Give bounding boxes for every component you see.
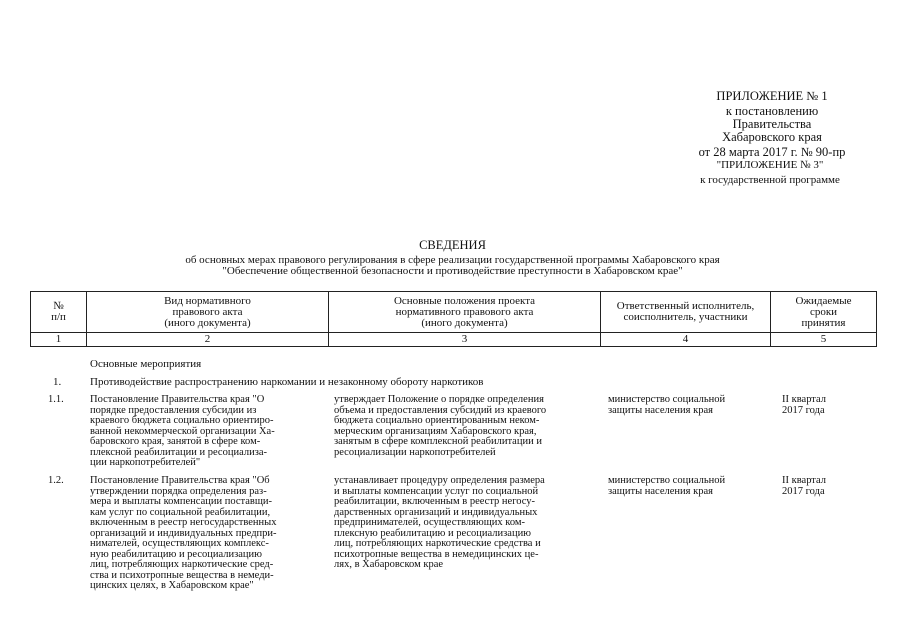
row-1-1-provisions: утверждает Положение о порядке определения объема и предоставления субсидий из краевого бюджета социально ориентированным неком- мерческим организациям Хабаровского края, занятым в сфере комплексной реабилитации и ресоциализации наркопотребителей [334, 394, 547, 458]
row-1-1-executor: министерство социальной защиты населения края [608, 394, 726, 416]
row-1-2-number: 1.2. [48, 475, 64, 486]
document-subtitle-2: "Обеспечение общественной безопасности и противодействие преступности в Хабаровском крае" [222, 265, 683, 277]
appendix-program: к государственной программе [700, 174, 840, 186]
column-number: 1 [31, 333, 87, 347]
table-column-numbers-row [31, 333, 877, 347]
appendix-title: ПРИЛОЖЕНИЕ № 1 [716, 89, 828, 103]
appendix-date: от 28 марта 2017 г. № 90-пр [698, 145, 846, 159]
header-provisions: Основные положения проекта нормативного правового акта (иного документа) [329, 292, 601, 333]
appendix-line3: Хабаровского края [722, 130, 822, 144]
header-number: № п/п [31, 292, 87, 333]
row-1-2-executor: министерство социальной защиты населения края [608, 475, 726, 497]
row-1-2-provisions: устанавливает процедуру определения размера и выплаты компенсации услуг по социальной реабилитации, включенным в реестр негосу- дарственных организаций и индивидуальных предпринимателей, осуществляющих ком- плексную реабилитацию и ресоциализацию лиц, потребляющих наркотические средства и психотропные вещества в немедицинских це- лях, в Хабаровском крае [334, 475, 545, 570]
row-1-1-term: II квартал 2017 года [782, 394, 827, 416]
table-header-row [31, 292, 877, 333]
document-title-block [100, 238, 805, 277]
column-number: 5 [771, 333, 877, 347]
column-number: 4 [601, 333, 771, 347]
row-1-2-term: II квартал 2017 года [782, 475, 827, 497]
appendix-3-label: "ПРИЛОЖЕНИЕ № 3" [716, 159, 824, 171]
document-title: СВЕДЕНИЯ [419, 238, 486, 252]
column-number: 2 [87, 333, 329, 347]
appendix-line1: к постановлению [725, 104, 819, 118]
measures-table [30, 291, 877, 347]
header-executor: Ответственный исполнитель, соисполнитель, участники [601, 292, 771, 333]
header-act-type: Вид нормативного правового акта (иного документа) [87, 292, 329, 333]
section-main-activities: Основные мероприятия [90, 358, 202, 370]
row-1-1-number: 1.1. [48, 394, 64, 405]
document-subtitle-1: об основных мерах правового регулирования в сфере реализации государственной программы Хабаровского края [185, 254, 720, 266]
section-1-number: 1. [53, 376, 62, 388]
row-1-2-act: Постановление Правительства края "Об утверждении порядка определения раз- мера и выплаты компенсации поставщи- кам услуг по социальной реабилитации, включенным в реестр негосударственных организаций и индивидуальных предпри- нимателей, осуществляющих комплекс- ную реабилитацию и ресоциализацию лиц, потребляющих наркотические сред- ства и психотропные вещества в немеди- цинских целях, в Хабаровском крае" [90, 475, 277, 591]
appendix-line2: Правительства [732, 117, 812, 131]
row-1-1-act: Постановление Правительства края "О порядке предоставления субсидии из краевого бюджета социально ориентиро- ванной некоммерческой организации Ха- баровского края, занятой в сфере ком- плексной реабилитации и ресоциализа- ции наркопотребителей" [90, 394, 275, 468]
section-1-title: Противодействие распространению наркомании и незаконному обороту наркотиков [90, 376, 484, 388]
column-number: 3 [329, 333, 601, 347]
header-term: Ожидаемые сроки принятия [771, 292, 877, 333]
appendix-header [640, 90, 880, 187]
